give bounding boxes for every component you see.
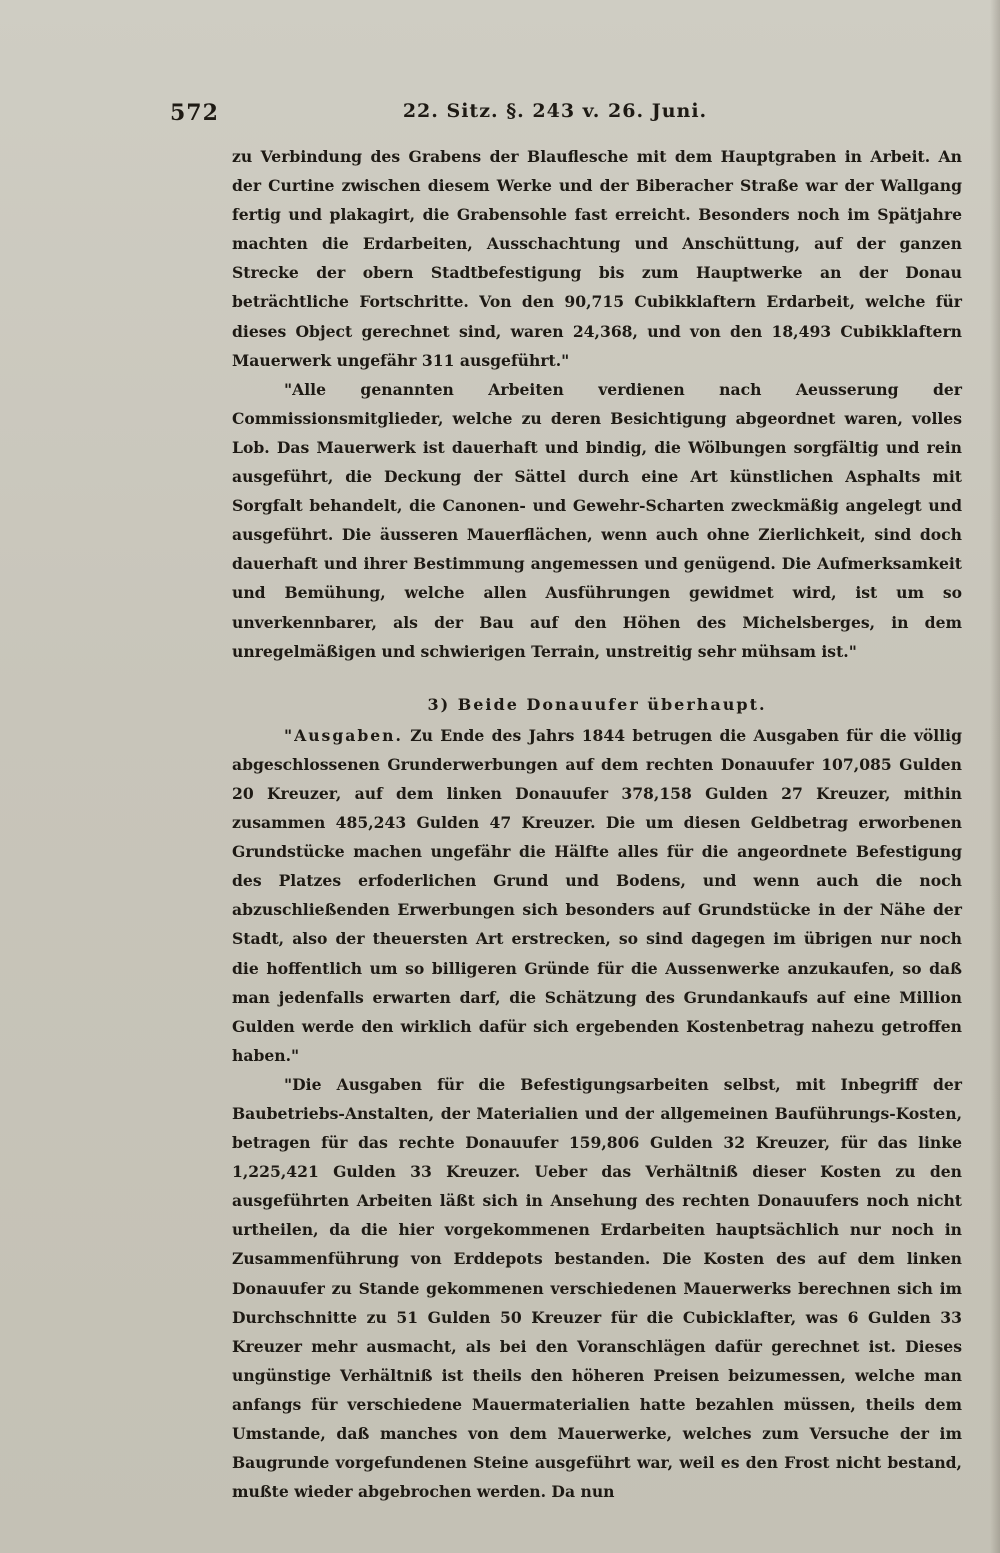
paragraph-ausgaben bbox=[232, 721, 962, 1070]
page-edge-shadow bbox=[990, 0, 1000, 1553]
ausgaben-text: Zu Ende des Jahrs 1844 betrugen die Ausgaben für die völlig abgeschlossenen Grunderwerbungen auf dem rechten Donauufer 107,085 Gulden 20 Kreuzer, auf dem linken Donauufer 378,158 Gulden 27 Kreuzer, mithin zusammen 485,243 Gulden 47 Kreuzer. Die um diesen Geldbetrag erworbenen Grundstücke machen ungefähr die Hälfte alles für die angeordnete Befestigung des Platzes erfoderlichen Grund und Bodens, und wenn auch die noch abzuschließenden Erwerbungen sich besonders auf Grundstücke in der Nähe der Stadt, also der theuersten Art erstrecken, so sind dagegen im übrigen nur noch die hoffentlich um so billigeren Gründe für die Aussenwerke anzukaufen, so daß man jedenfalls erwarten darf, die Schätzung des Grundankaufs auf eine Million Gulden werde den wirklich dafür sich ergebenden Kostenbetrag nahezu getroffen haben." bbox=[232, 725, 962, 1065]
ausgaben-label: "Ausgaben. bbox=[284, 725, 403, 745]
page-body bbox=[232, 142, 962, 1506]
paragraph-commission: "Alle genannten Arbeiten verdienen nach Aeusserung der Commissionsmitglieder, welche zu deren Besichtigung abgeordnet waren, volles Lob. Das Mauerwerk ist dauerhaft und bindig, die Wölbungen sorgfältig und rein ausgeführt, die Deckung der Sättel durch eine Art künstlichen Asphalts mit Sorgfalt behandelt, die Canonen- und Gewehr-Scharten zweckmäßig angelegt und ausgeführt. Die äusseren Mauerflächen, wenn auch ohne Zierlichkeit, sind doch dauerhaft und ihrer Bestimmung angemessen und genügend. Die Aufmerksamkeit und Bemühung, welche allen Ausführungen gewidmet wird, ist um so unverkennbarer, als der Bau auf den Höhen des Michelsberges, in dem unregelmäßigen und schwierigen Terrain, unstreitig sehr mühsam ist." bbox=[232, 379, 962, 661]
page-header bbox=[170, 100, 940, 130]
paragraph-continuation: zu Verbindung des Grabens der Blauflesche mit dem Hauptgraben in Arbeit. An der Curtine zwischen diesem Werke und der Biberacher Straße war der Wallgang fertig und plakagirt, die Grabensohle fast erreicht. Besonders noch im Spätjahre machten die Erdarbeiten, Ausschachtung und Anschüttung, auf der ganzen Strecke der obern Stadtbefestigung bis zum Hauptwerke an der Donau beträchtliche Fortschritte. Von den 90,715 Cubikklaftern Erdarbeit, welche für dieses Object gerechnet sind, waren 24,368, und von den 18,493 Cubikklaftern Mauerwerk ungefähr 311 ausgeführt." bbox=[232, 147, 962, 370]
section-heading: 3) Beide Donauufer überhaupt. bbox=[427, 694, 767, 714]
page-number: 572 bbox=[170, 100, 219, 126]
paragraph-befestigungsarbeiten: "Die Ausgaben für die Befestigungsarbeiten selbst, mit Inbegriff der Baubetriebs-Anstalten, der Materialien und der allgemeinen Bauführungs-Kosten, betragen für das rechte Donauufer 159,806 Gulden 32 Kreuzer, für das linke 1,225,421 Gulden 33 Kreuzer. Ueber das Verhältniß dieser Kosten zu den ausgeführten Arbeiten läßt sich in Ansehung des rechten Donauufers noch nicht urtheilen, da die hier vorgekommenen Erdarbeiten hauptsächlich nur noch in Zusammenführung von Erddepots bestanden. Die Kosten des auf dem linken Donauufer zu Stande gekommenen verschiedenen Mauerwerks berechnen sich im Durchschnitte zu 51 Gulden 50 Kreuzer für die Cubicklafter, was 6 Gulden 33 Kreuzer mehr ausmacht, als bei den Voranschlägen dafür gerechnet ist. Dieses ungünstige Verhältniß ist theils den höheren Preisen beizumessen, welche man anfangs für verschiedene Mauermaterialien hatte bezahlen müssen, theils dem Umstande, daß manches von dem Mauerwerke, welches zum Versuche der im Baugrunde vorgefundenen Steine ausgeführt war, weil es den Frost nicht bestand, mußte wieder abgebrochen werden. Da nun bbox=[232, 1074, 962, 1502]
running-head: 22. Sitz. §. 243 v. 26. Juni. bbox=[402, 100, 708, 122]
